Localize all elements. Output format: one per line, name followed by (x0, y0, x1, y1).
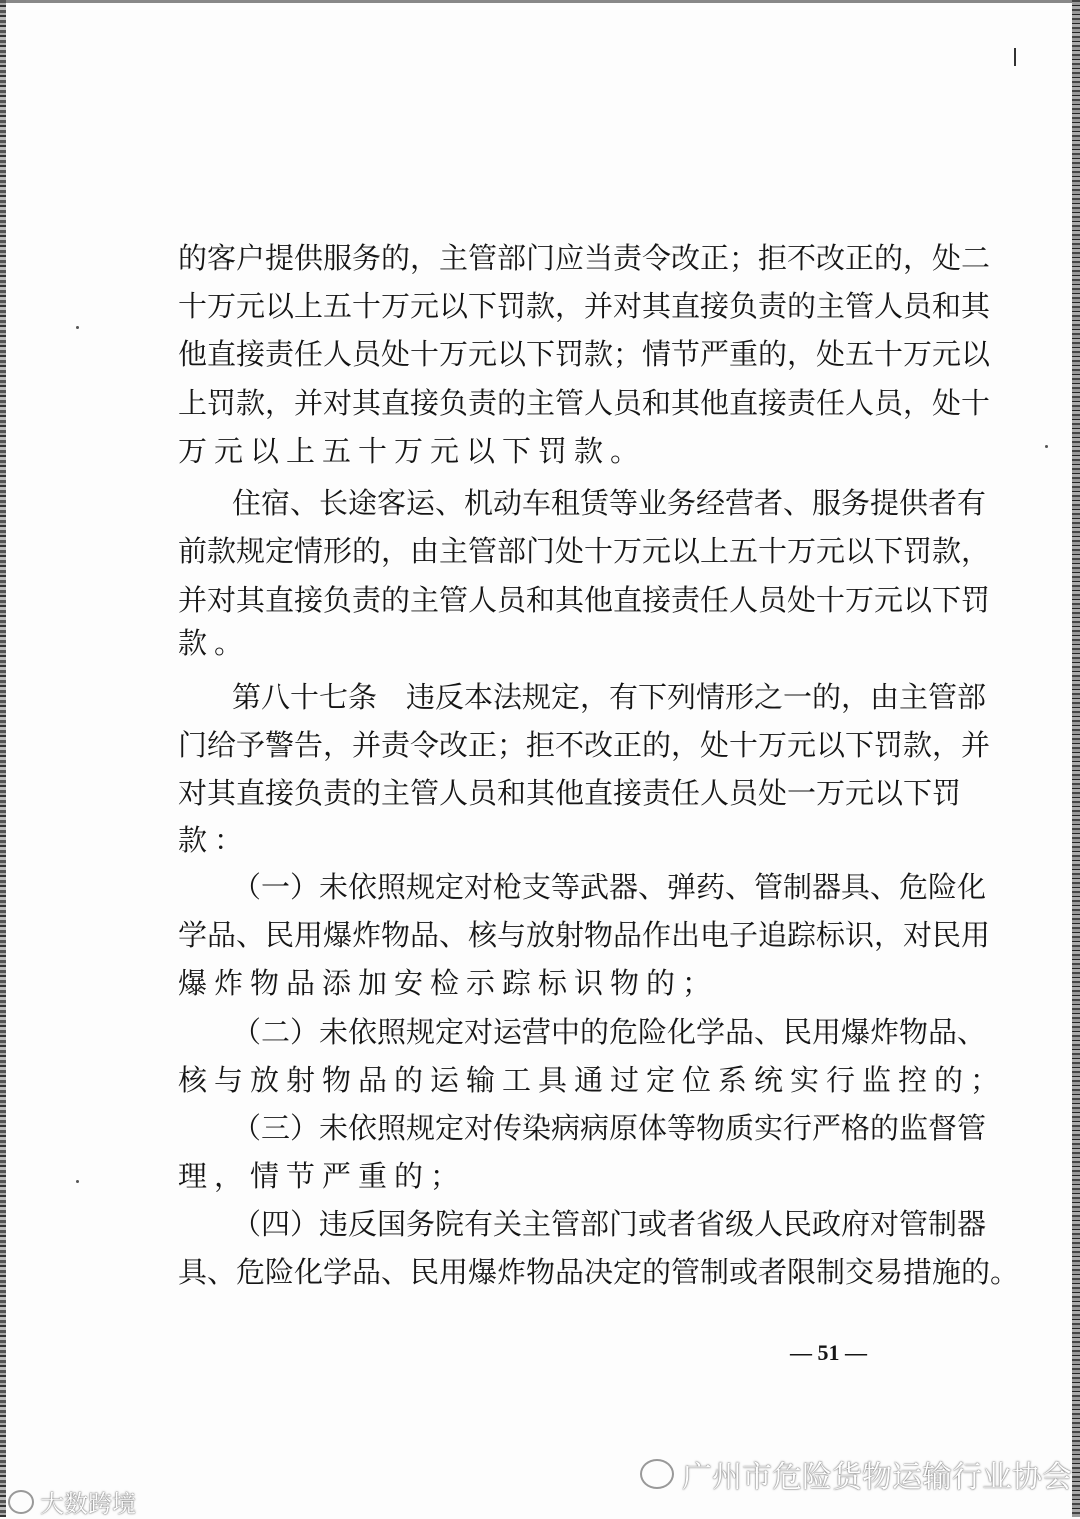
source-watermark-text: 大数跨境 (40, 1490, 136, 1518)
page-number: — 51 — (790, 1340, 867, 1365)
text-line: 万元以上五十万元以下罚款。 (178, 434, 647, 468)
scan-speck (1045, 445, 1048, 448)
text-line: 款： (178, 823, 251, 857)
scan-speck (76, 326, 79, 329)
scan-edge-right (1072, 0, 1080, 1517)
list-item-line: 理，情节严重的； (178, 1159, 467, 1193)
text-line: 款。 (178, 626, 251, 660)
list-item-line: （一）未依照规定对枪支等武器、弹药、管制器具、危险化 (232, 870, 987, 904)
text-line: 对其直接负责的主管人员和其他直接责任人员处一万元以下罚 (178, 776, 962, 810)
list-item-line: 爆炸物品添加安检示踪标识物的； (178, 966, 719, 1000)
list-item-line: 学品、民用爆炸物品、核与放射物品作出电子追踪标识，对民用 (178, 918, 991, 952)
list-item-line: 核与放射物品的运输工具通过定位系统实行监控的； (178, 1063, 1007, 1097)
text-line: 的客户提供服务的，主管部门应当责令改正；拒不改正的，处二 (178, 241, 991, 275)
scan-edge-left (0, 0, 6, 1517)
article-heading-line: 第八十七条 违反本法规定，有下列情形之一的，由主管部 (232, 680, 987, 714)
association-watermark (640, 1452, 1072, 1496)
source-logo-icon (8, 1490, 34, 1514)
association-watermark-text: 广州市危险货物运输行业协会 (682, 1460, 1072, 1495)
text-line: 住宿、长途客运、机动车租赁等业务经营者、服务提供者有 (232, 486, 987, 520)
text-line: 他直接责任人员处十万元以下罚款；情节严重的，处五十万元以 (178, 337, 991, 371)
list-item-line: （三）未依照规定对传染病病原体等物质实行严格的监督管 (232, 1111, 987, 1145)
wechat-icon (640, 1459, 674, 1489)
source-watermark (8, 1484, 136, 1519)
scan-edge-top (0, 0, 1080, 3)
list-item-line: 具、危险化学品、民用爆炸物品决定的管制或者限制交易措施的。 (178, 1255, 1020, 1289)
text-line: 前款规定情形的，由主管部门处十万元以上五十万元以下罚款， (178, 534, 991, 568)
list-item-line: （二）未依照规定对运营中的危险化学品、民用爆炸物品、 (232, 1015, 987, 1049)
scan-speck (76, 1180, 79, 1183)
list-item-line: （四）违反国务院有关主管部门或者省级人民政府对管制器 (232, 1207, 987, 1241)
scan-mark (1014, 48, 1016, 66)
text-line: 门给予警告，并责令改正；拒不改正的，处十万元以下罚款，并 (178, 728, 991, 762)
text-line: 十万元以上五十万元以下罚款，并对其直接负责的主管人员和其 (178, 289, 991, 323)
text-line: 并对其直接负责的主管人员和其他直接责任人员处十万元以下罚 (178, 583, 991, 617)
text-line: 上罚款，并对其直接负责的主管人员和其他直接责任人员，处十 (178, 386, 991, 420)
